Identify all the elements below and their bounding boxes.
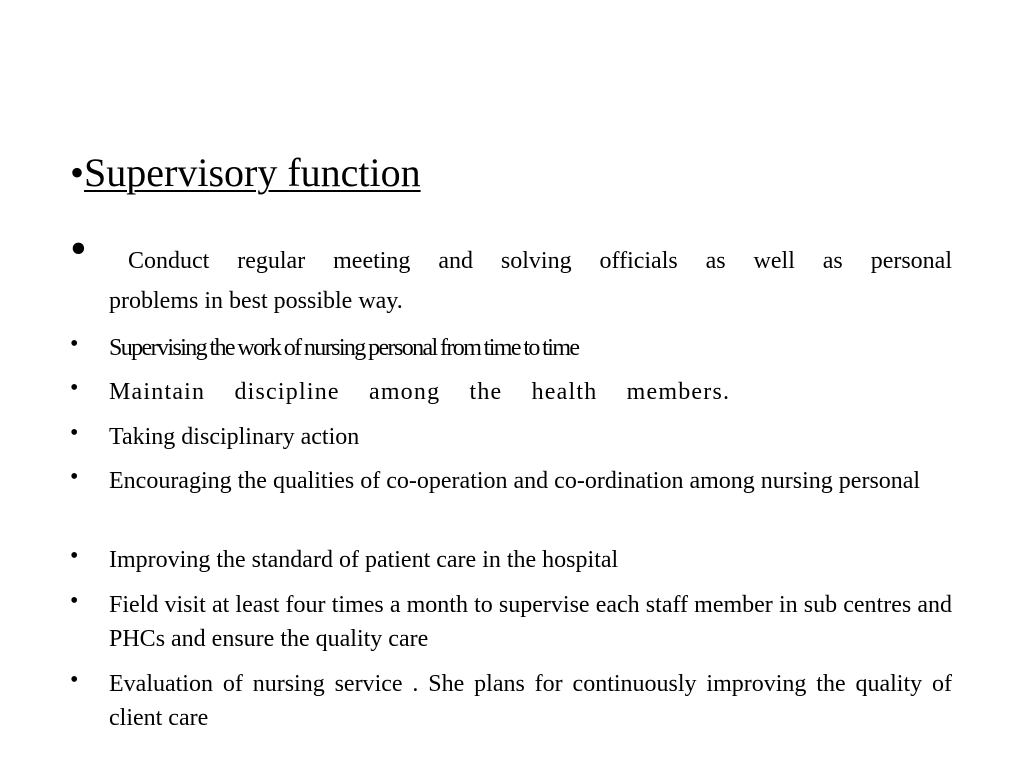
bullet-mark: • bbox=[70, 420, 79, 446]
bullet-item bbox=[70, 222, 952, 325]
bullet-mark: • bbox=[70, 543, 79, 569]
bullet-item bbox=[70, 543, 952, 577]
bullet-text: Improving the standard of patient care in the hospital bbox=[109, 547, 619, 573]
bullet-item bbox=[70, 331, 952, 365]
bullet-text bbox=[109, 241, 952, 321]
bullet-mark: • bbox=[70, 375, 79, 401]
bullet-mark: • bbox=[70, 222, 87, 275]
bullet-mark: • bbox=[70, 331, 79, 357]
bullet-mark: • bbox=[70, 464, 79, 490]
bullet-text-line-1: Conduct regular meeting and solving officials as well as personal bbox=[128, 248, 952, 274]
slide-heading bbox=[70, 150, 421, 196]
heading-bullet: • bbox=[70, 150, 85, 195]
bullet-item bbox=[70, 588, 952, 658]
bullet-item bbox=[70, 375, 952, 409]
bullet-text: Field visit at least four times a month to supervise each staff member in sub centres and PHCs and ensure the quality care bbox=[109, 592, 952, 652]
bullet-item bbox=[70, 420, 952, 454]
bullet-text: Taking disciplinary action bbox=[109, 424, 360, 450]
bullet-mark: • bbox=[70, 588, 79, 614]
bullet-mark: • bbox=[70, 667, 79, 693]
heading-text: Supervisory function bbox=[84, 150, 421, 195]
bullet-text: Maintain discipline among the health members. bbox=[109, 379, 731, 405]
bullet-item bbox=[70, 667, 952, 737]
bullet-text: Encouraging the qualities of co-operation and co-ordination among nursing personal bbox=[109, 468, 921, 494]
bullet-text: Evaluation of nursing service . She plans for continuously improving the quality of client care bbox=[109, 671, 952, 731]
bullet-text: Supervising the work of nursing personal from time to time bbox=[109, 335, 579, 361]
bullet-item bbox=[70, 464, 952, 534]
bullet-text-line-2: problems in best possible way. bbox=[109, 288, 403, 314]
